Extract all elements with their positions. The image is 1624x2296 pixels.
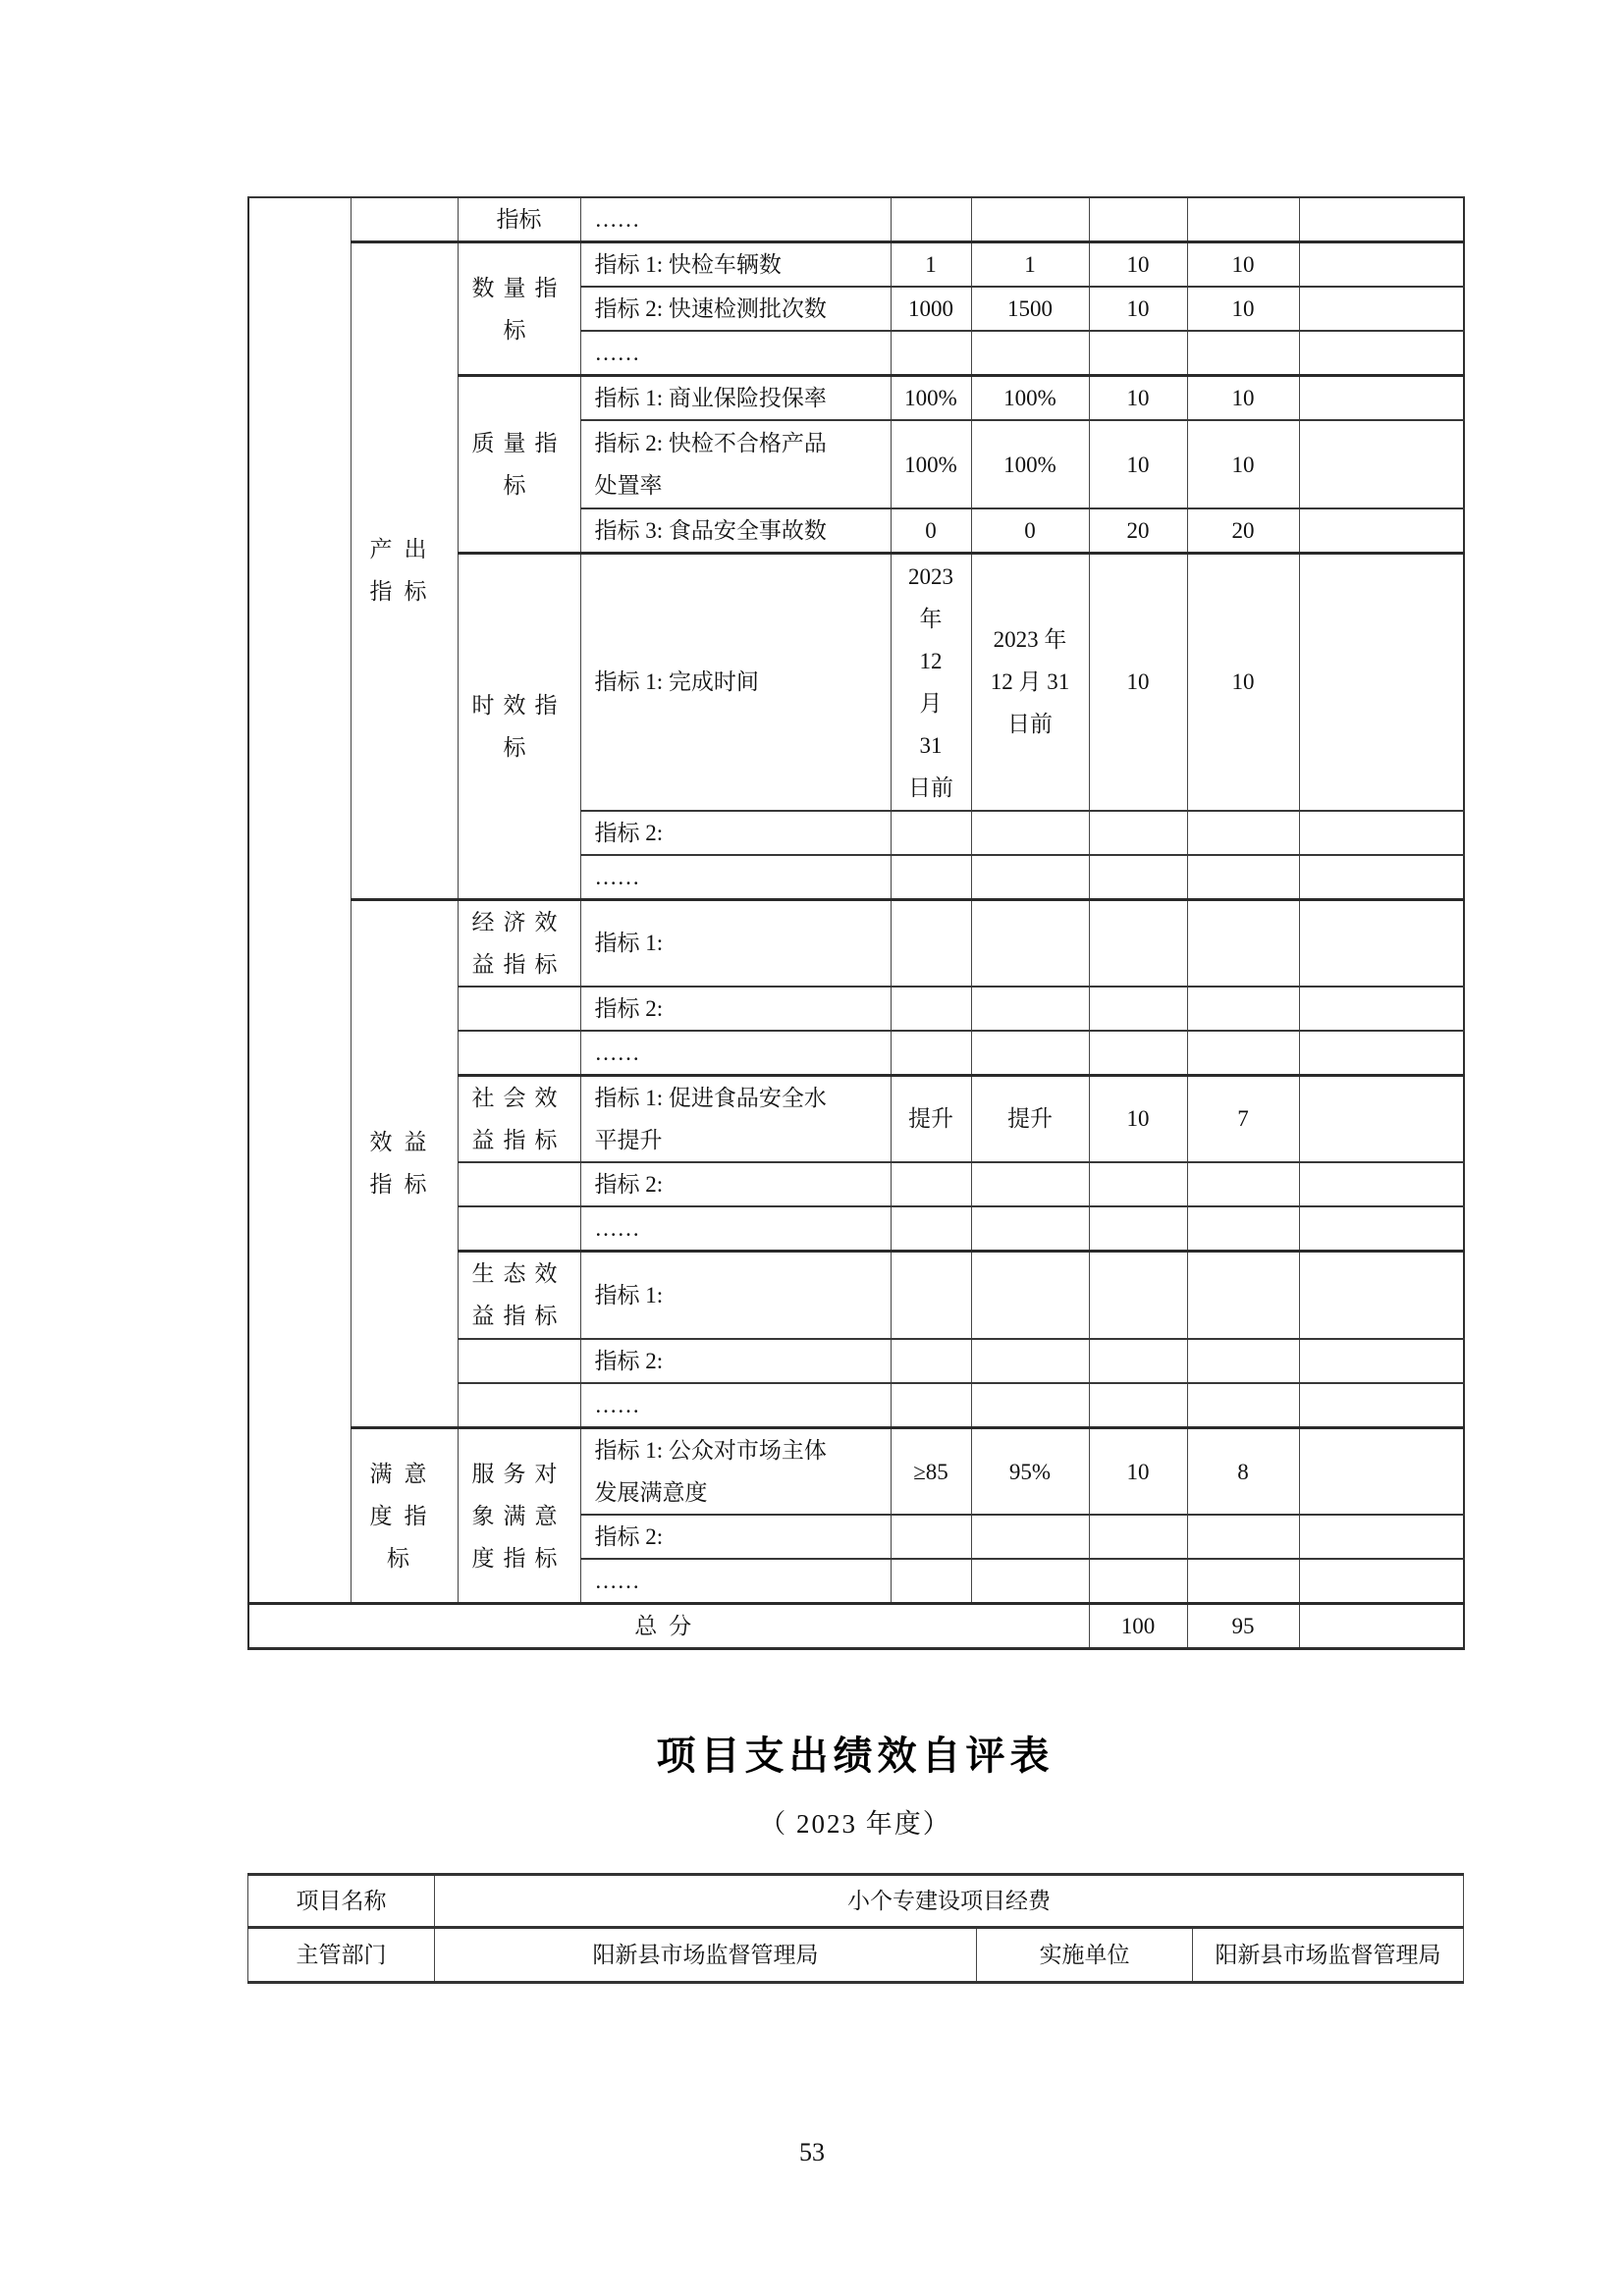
points-cell: [1089, 1251, 1187, 1339]
category-satisfaction-cell: 满意 度指 标: [351, 1428, 458, 1604]
note-cell: [1299, 554, 1464, 811]
project-name-row: [248, 1875, 1464, 1928]
target-cell: [891, 855, 971, 900]
points-cell: 10: [1089, 420, 1187, 508]
indicator-cell: 指标 2: 快速检测批次数: [580, 287, 891, 331]
impl-label-cell: 实施单位: [977, 1928, 1193, 1983]
note-cell: [1299, 287, 1464, 331]
target-cell: [891, 1339, 971, 1383]
note-cell: [1299, 1428, 1464, 1516]
target-cell: ≥85: [891, 1428, 971, 1516]
actual-cell: [971, 197, 1089, 242]
points-cell: [1089, 1339, 1187, 1383]
actual-cell: 100%: [971, 376, 1089, 421]
points-cell: 20: [1089, 508, 1187, 554]
indicator-cell: 指标 1: 商业保险投保率: [580, 376, 891, 421]
points-cell: [1089, 197, 1187, 242]
actual-cell: 1: [971, 242, 1089, 288]
target-cell: 1000: [891, 287, 971, 331]
points-cell: 10: [1089, 287, 1187, 331]
target-cell: 100%: [891, 420, 971, 508]
note-cell: [1299, 1339, 1464, 1383]
note-cell: [1299, 1031, 1464, 1076]
indicator-cell: ……: [580, 197, 891, 242]
note-cell: [1299, 376, 1464, 421]
note-cell: [1299, 811, 1464, 855]
note-cell: [1299, 331, 1464, 376]
note-cell: [1299, 1251, 1464, 1339]
score-cell: 20: [1187, 508, 1299, 554]
page-title: 项目支出绩效自评表: [656, 1735, 1055, 1778]
note-cell: [1299, 242, 1464, 288]
indicator-cell: 指标 1: 促进食品安全水 平提升: [580, 1075, 891, 1162]
target-cell: 0: [891, 508, 971, 554]
score-cell: [1187, 1515, 1299, 1559]
score-cell: [1187, 1559, 1299, 1604]
score-cell: [1187, 811, 1299, 855]
target-cell: 1: [891, 242, 971, 288]
actual-cell: [971, 987, 1089, 1031]
points-cell: 10: [1089, 1075, 1187, 1162]
indicator-cell: 指标 1: 快检车辆数: [580, 242, 891, 288]
score-cell: [1187, 1251, 1299, 1339]
score-cell: [1187, 1383, 1299, 1428]
actual-cell: [971, 1206, 1089, 1252]
actual-cell: [971, 811, 1089, 855]
note-cell: [1299, 508, 1464, 554]
department-row: [248, 1928, 1464, 1983]
indicator-cell: 指标 2:: [580, 1162, 891, 1206]
subcategory-social-cell: 社会效 益指标: [458, 1075, 580, 1162]
subcategory-quantity-cell: 数量指 标: [458, 242, 580, 376]
actual-cell: [971, 331, 1089, 376]
target-cell: [891, 1515, 971, 1559]
category-output-cell: 产出 指标: [351, 242, 458, 900]
note-cell: [1299, 855, 1464, 900]
note-cell: [1299, 1604, 1464, 1649]
subcategory-service-cell: 服务对 象满意 度指标: [458, 1428, 580, 1604]
project-info-table: [247, 1873, 1464, 1984]
subcategory-cell: [458, 1383, 580, 1428]
points-cell: [1089, 1515, 1187, 1559]
actual-cell: 1500: [971, 287, 1089, 331]
subcategory-cell: [458, 1031, 580, 1076]
score-cell: 10: [1187, 376, 1299, 421]
target-cell: [891, 1559, 971, 1604]
indicator-cell: 指标 1:: [580, 1251, 891, 1339]
points-cell: [1089, 1206, 1187, 1252]
performance-indicator-table-wrap: [247, 196, 1465, 1650]
indicator-cell: ……: [580, 1559, 891, 1604]
indicator-cell: 指标 2:: [580, 987, 891, 1031]
note-cell: [1299, 1515, 1464, 1559]
carryover-row: [248, 197, 1464, 242]
points-cell: 10: [1089, 554, 1187, 811]
points-cell: [1089, 1383, 1187, 1428]
category-cell: [351, 197, 458, 242]
page-subtitle: （ 2023 年度）: [759, 1809, 951, 1839]
project-name-label-cell: 项目名称: [248, 1875, 435, 1928]
indicator-cell: ……: [580, 1383, 891, 1428]
indicator-cell: 指标 2: 快检不合格产品 处置率: [580, 420, 891, 508]
target-cell: 提升: [891, 1075, 971, 1162]
points-cell: [1089, 811, 1187, 855]
note-cell: [1299, 1162, 1464, 1206]
subcategory-economic-cell: 经济效 益指标: [458, 899, 580, 987]
points-cell: 10: [1089, 376, 1187, 421]
indicator-row: [248, 242, 1464, 288]
score-cell: 7: [1187, 1075, 1299, 1162]
points-cell: [1089, 899, 1187, 987]
total-score-cell: 95: [1187, 1604, 1299, 1649]
score-cell: [1187, 1339, 1299, 1383]
actual-cell: 提升: [971, 1075, 1089, 1162]
score-cell: [1187, 1031, 1299, 1076]
subcategory-cell: [458, 987, 580, 1031]
score-cell: [1187, 987, 1299, 1031]
score-cell: [1187, 899, 1299, 987]
target-cell: [891, 1162, 971, 1206]
target-cell: [891, 1206, 971, 1252]
left-spacer-cell: [248, 197, 351, 1604]
target-cell: [891, 1251, 971, 1339]
target-cell: [891, 1031, 971, 1076]
target-cell: [891, 197, 971, 242]
subcategory-timeliness-cell: 时效指 标: [458, 554, 580, 900]
note-cell: [1299, 987, 1464, 1031]
target-cell: [891, 811, 971, 855]
target-cell: [891, 1383, 971, 1428]
note-cell: [1299, 899, 1464, 987]
actual-cell: [971, 1162, 1089, 1206]
points-cell: [1089, 1031, 1187, 1076]
indicator-row: [248, 899, 1464, 987]
indicator-cell: ……: [580, 331, 891, 376]
points-cell: [1089, 987, 1187, 1031]
points-cell: [1089, 1559, 1187, 1604]
score-cell: 10: [1187, 554, 1299, 811]
note-cell: [1299, 1383, 1464, 1428]
project-info-table-wrap: [247, 1873, 1464, 1984]
actual-cell: [971, 1339, 1089, 1383]
target-cell: 2023 年 12 月 31 日前: [891, 554, 971, 811]
actual-cell: 2023 年 12 月 31 日前: [971, 554, 1089, 811]
actual-cell: 0: [971, 508, 1089, 554]
indicator-cell: 指标 1:: [580, 899, 891, 987]
subcategory-cell: [458, 1206, 580, 1252]
score-cell: 10: [1187, 242, 1299, 288]
subcategory-ecological-cell: 生态效 益指标: [458, 1251, 580, 1339]
subcategory-quality-cell: 质量指 标: [458, 376, 580, 554]
score-cell: [1187, 197, 1299, 242]
indicator-cell: ……: [580, 1206, 891, 1252]
points-cell: [1089, 855, 1187, 900]
score-cell: [1187, 331, 1299, 376]
score-cell: 10: [1187, 287, 1299, 331]
subcategory-cell: 指标: [458, 197, 580, 242]
points-cell: 10: [1089, 1428, 1187, 1516]
actual-cell: [971, 1515, 1089, 1559]
indicator-cell: ……: [580, 1031, 891, 1076]
dept-label-cell: 主管部门: [248, 1928, 435, 1983]
indicator-cell: 指标 3: 食品安全事故数: [580, 508, 891, 554]
total-label-cell: 总分: [248, 1604, 1089, 1649]
note-cell: [1299, 1559, 1464, 1604]
note-cell: [1299, 197, 1464, 242]
total-points-cell: 100: [1089, 1604, 1187, 1649]
note-cell: [1299, 1206, 1464, 1252]
actual-cell: [971, 1251, 1089, 1339]
points-cell: [1089, 331, 1187, 376]
actual-cell: [971, 899, 1089, 987]
indicator-cell: 指标 2:: [580, 811, 891, 855]
indicator-cell: 指标 1: 完成时间: [580, 554, 891, 811]
points-cell: [1089, 1162, 1187, 1206]
indicator-cell: 指标 2:: [580, 1515, 891, 1559]
total-score-row: [248, 1604, 1464, 1649]
performance-indicator-table: [247, 196, 1465, 1650]
actual-cell: [971, 855, 1089, 900]
impl-value-cell: 阳新县市场监督管理局: [1193, 1928, 1464, 1983]
dept-value-cell: 阳新县市场监督管理局: [435, 1928, 977, 1983]
target-cell: 100%: [891, 376, 971, 421]
score-cell: [1187, 1162, 1299, 1206]
score-cell: 8: [1187, 1428, 1299, 1516]
subcategory-cell: [458, 1162, 580, 1206]
points-cell: 10: [1089, 242, 1187, 288]
score-cell: [1187, 1206, 1299, 1252]
target-cell: [891, 331, 971, 376]
score-cell: [1187, 855, 1299, 900]
score-cell: 10: [1187, 420, 1299, 508]
actual-cell: [971, 1383, 1089, 1428]
indicator-cell: 指标 2:: [580, 1339, 891, 1383]
actual-cell: [971, 1031, 1089, 1076]
subcategory-cell: [458, 1339, 580, 1383]
category-benefit-cell: 效益 指标: [351, 899, 458, 1428]
indicator-cell: 指标 1: 公众对市场主体 发展满意度: [580, 1428, 891, 1516]
page-number: 53: [799, 2138, 825, 2166]
target-cell: [891, 899, 971, 987]
note-cell: [1299, 1075, 1464, 1162]
target-cell: [891, 987, 971, 1031]
note-cell: [1299, 420, 1464, 508]
indicator-cell: ……: [580, 855, 891, 900]
indicator-row: [248, 1428, 1464, 1516]
project-name-value-cell: 小个专建设项目经费: [435, 1875, 1464, 1928]
actual-cell: 100%: [971, 420, 1089, 508]
actual-cell: 95%: [971, 1428, 1089, 1516]
actual-cell: [971, 1559, 1089, 1604]
